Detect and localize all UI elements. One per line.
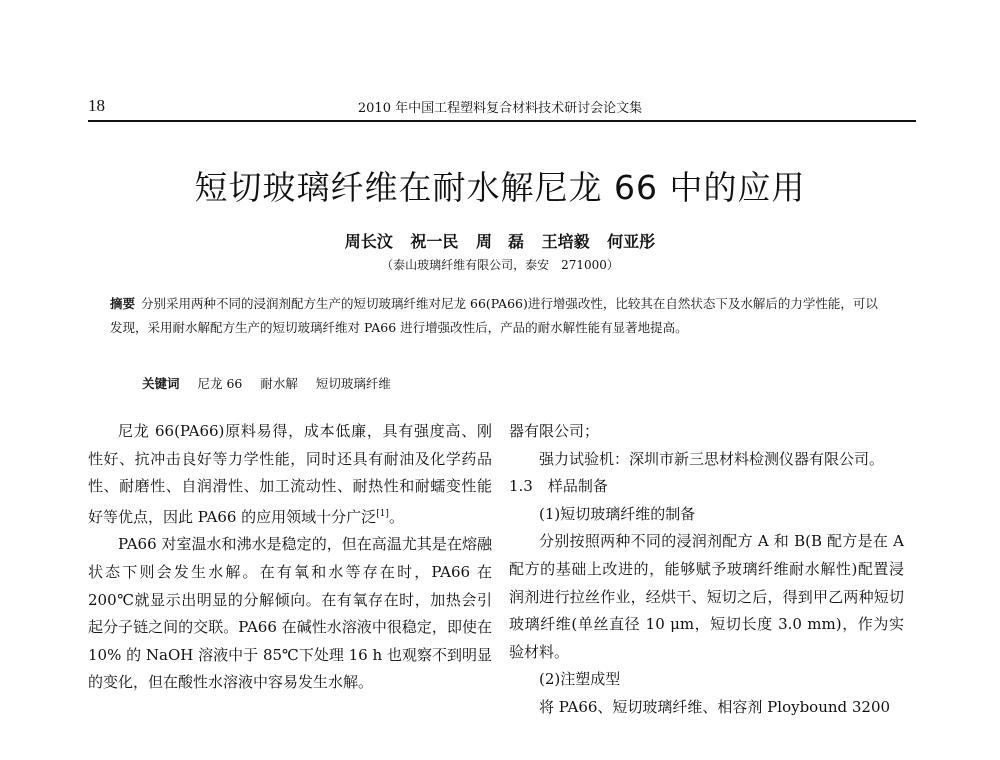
paragraph: 将 PA66、短切玻璃纤维、相容剂 Ploybound 3200 <box>539 697 891 716</box>
paragraph: 强力试验机：深圳市新三思材料检测仪器有限公司。 <box>539 449 885 468</box>
keyword: 短切玻璃纤维 <box>315 376 391 391</box>
paragraph: PA66 对室温水和沸水是稳定的，但在高温尤其是在熔融状态下则会发生水解。在有氧和水等存在时，PA66 在 200℃就显示出明显的分解倾向。在有氧存在时，加热会引起分子链之间的交联。PA66 在碱性水溶液中很稳定，即使在 10% 的 NaOH 溶液中于 85℃下处理 16 h 也观察不到明显的变化，但在酸性水溶液中容易发生水解。 <box>88 535 492 692</box>
author: 祝一民 <box>410 232 459 251</box>
author: 何亚彤 <box>607 232 656 251</box>
header-rule <box>88 120 916 122</box>
author: 周长汶 <box>344 232 393 251</box>
paper-title: 短切玻璃纤维在耐水解尼龙 66 中的应用 <box>194 168 806 207</box>
subsection-heading: (1)短切玻璃纤维的制备 <box>539 504 696 523</box>
abstract-text: 分别采用两种不同的浸润剂配方生产的短切玻璃纤维对尼龙 66(PA66)进行增强改性，比较其在自然状态下及水解后的力学性能，可以发现，采用耐水解配方生产的短切玻璃纤维对 PA66 进行增强改性后，产品的耐水解性能有显著地提高。 <box>110 296 878 335</box>
citation: [1] <box>376 508 389 519</box>
keyword: 耐水解 <box>260 376 298 391</box>
running-title: 2010 年中国工程塑料复合材料技术研讨会论文集 <box>357 101 643 116</box>
subsection-heading: (2)注塑成型 <box>539 670 621 689</box>
paragraph-text: 尼龙 66(PA66)原料易得，成本低廉，具有强度高、刚性好、抗冲击良好等力学性能，同时还具有耐油及化学药品性、耐磨性、自润滑性、加工流动性、耐热性和耐蠕变性能好等优点，因此 PA66 的应用领域十分广泛 <box>88 422 492 526</box>
paragraph: 分别按照两种不同的浸润剂配方 A 和 B(B 配方是在 A 配方的基础上改进的，能够赋予玻璃纤维耐水解性)配置浸润剂进行拉丝作业，经烘干、短切之后，得到甲乙两种短切玻璃纤维(单丝直径 10 μm，短切长度 3.0 mm)，作为实验材料。 <box>509 532 904 661</box>
author: 周 磊 <box>475 232 524 251</box>
page-number: 18 <box>88 96 105 115</box>
keywords <box>142 374 405 392</box>
paragraph: 器有限公司； <box>509 422 600 440</box>
abstract <box>110 292 888 340</box>
paragraph-end: 。 <box>388 507 404 526</box>
right-column <box>509 418 904 722</box>
author: 王培毅 <box>541 232 590 251</box>
keywords-label: 关键词 <box>142 376 180 391</box>
keyword: 尼龙 66 <box>197 376 243 391</box>
affiliation: （泰山玻璃纤维有限公司，泰安 271000） <box>381 258 619 272</box>
paragraph <box>88 418 492 531</box>
left-column <box>88 418 492 697</box>
section-heading: 1.3 样品制备 <box>509 477 608 496</box>
abstract-label: 摘要 <box>110 296 136 311</box>
author-list <box>0 229 1000 252</box>
